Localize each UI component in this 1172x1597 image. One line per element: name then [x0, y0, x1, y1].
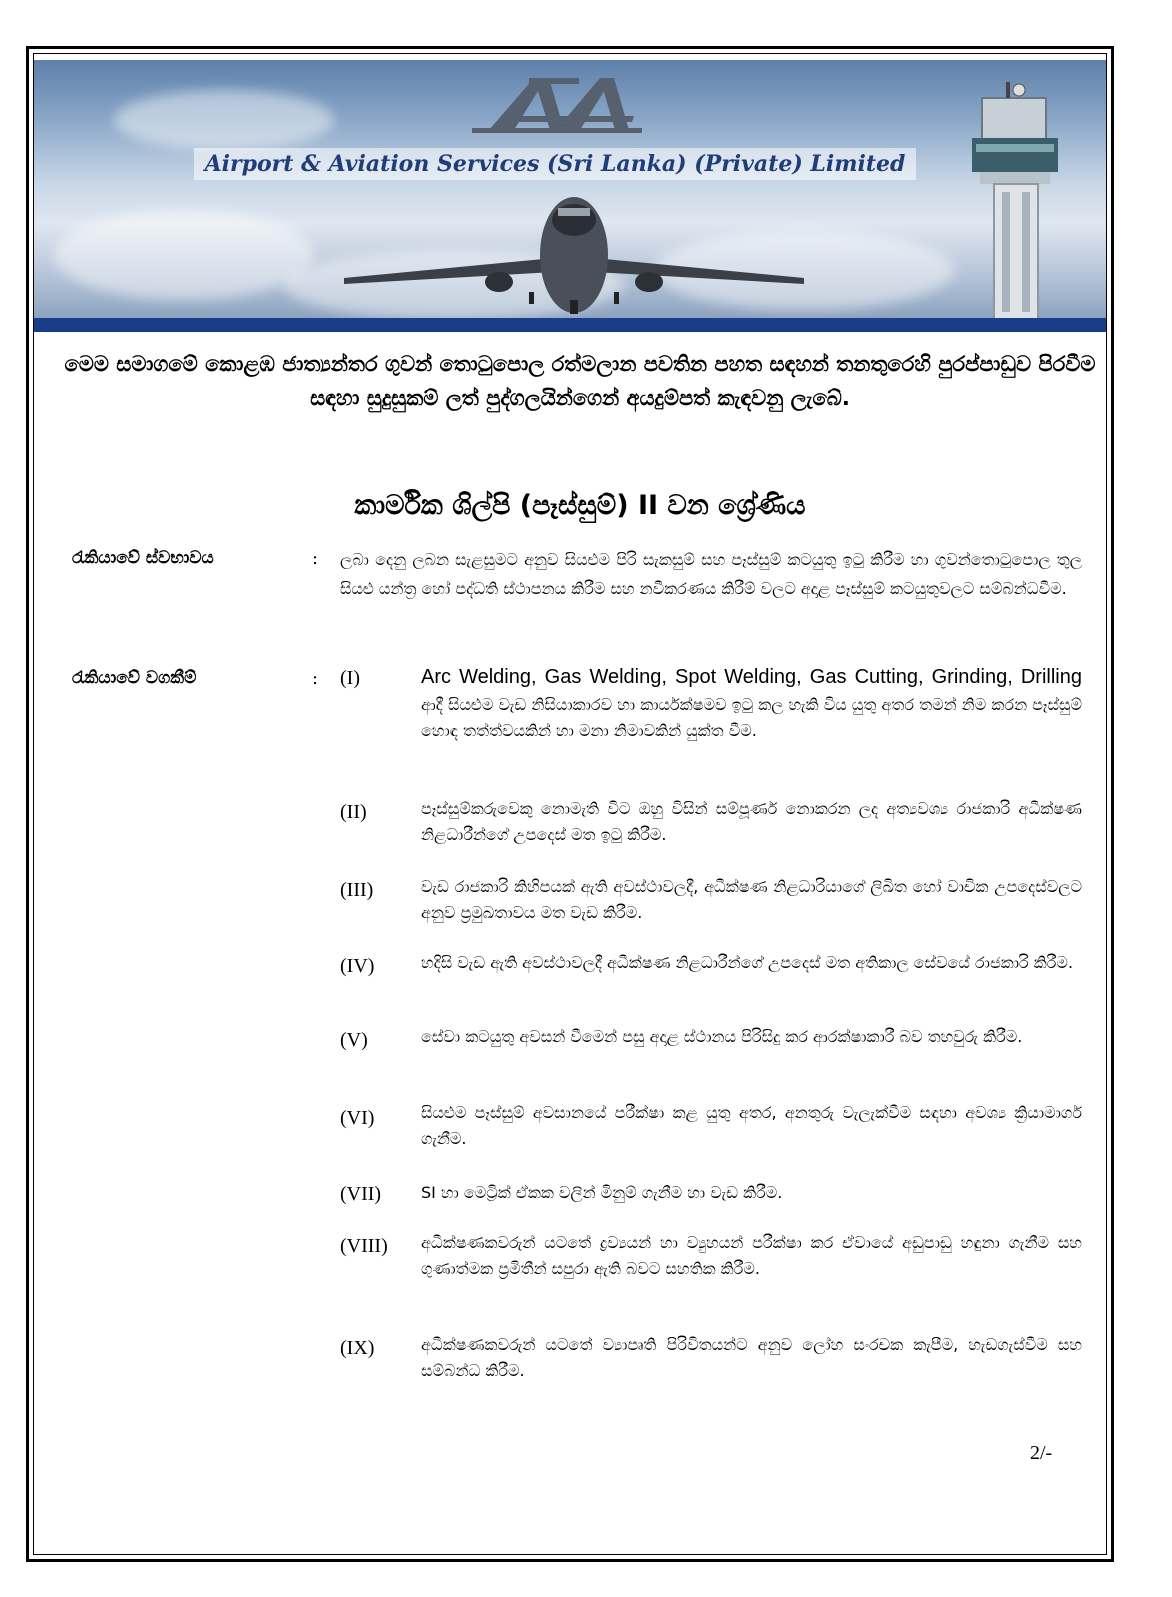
duty-text: හදිසි වැඩ ඇති අවස්ථාවලදී අධීක්ෂණ නිළධාරීන්ගේ උපදෙස් මත අතිකාල සේවයේ රාජකාරි කිරීම. [421, 953, 1074, 972]
duty-number: (I) [340, 667, 360, 689]
duty-text: අධීක්ෂණකවරුන් යටතේ ද්‍රව්‍යයන් හා ව්‍යුහයන් පරීක්ෂා කර ඒවායේ අඩුපාඩු හඳුනා ගැනීම සහ ගුණාත්මක ප්‍රමිතීන් සපුරා ඇති බවට සහතික කිරීම. [421, 1233, 1082, 1278]
duties-colon: : [312, 668, 319, 689]
duty-number: (III) [340, 879, 374, 901]
duty-number: (VII) [340, 1183, 382, 1205]
duty-text: වැඩ රාජකාරි කිහිපයක් ඇති අවස්ථාවලදී, අධීක්ෂණ නිළධාරියාගේ ලිඛිත හෝ වාචික උපදෙස්වලට අනුව ප්‍රමුඛතාවය මත වැඩ කිරීම. [421, 877, 1082, 922]
duty-number: (IV) [340, 955, 375, 977]
duty-text: අධීක්ෂණකවරුන් යටතේ ව්‍යාපෘති පිරිවිතයන්ට අනුව ලෝහ සංරචක කැපීම, හැඩගැස්වීම සහ සම්බන්ධ කිරීම. [421, 1335, 1082, 1380]
duty-number: (II) [340, 801, 367, 823]
duty-text-english: Arc Welding, Gas Welding, Spot Welding, Gas Cutting, Grinding, Drilling [421, 666, 1082, 688]
control-tower-image [972, 82, 1058, 319]
duty-number: (V) [340, 1029, 368, 1051]
duty-number: (VI) [340, 1107, 375, 1129]
page-number: 2/- [1030, 1442, 1053, 1464]
job-title: කාර්මික ශිල්පි (පෑස්සුම්) II වන ශ්‍රේණිය [354, 490, 806, 521]
intro-paragraph: මෙම සමාගමේ කොළඹ ජාත්‍යන්තර ගුවන් තොටුපොල රත්මලාන පවතින පහත සඳහන් තනතුරෙහි පුරප්පාඩුව පිරවීම සඳහා සුදුසුකම් ලත් පුද්ගලයින්ගෙන් අයදුම්පත් කැඳවනු ලැබේ. [64, 352, 1096, 410]
job-nature-colon: : [312, 548, 319, 569]
duty-text: සේවා කටයුතු අවසන් වීමෙන් පසු අදාළ ස්ථානය පිරිසිදු කර ආරක්ෂාකාරී බව තහවුරු කිරීම. [421, 1027, 1023, 1046]
duty-text [421, 662, 1082, 744]
duty-text: SI හා මෙට්‍රික් ඒකක වලින් මිනුම් ගැනීම හා වැඩ කිරීම. [421, 1183, 783, 1202]
duty-number: (IX) [340, 1337, 375, 1359]
banner-blue-bar [34, 318, 1106, 332]
duty-text-sinhala: ආදී සියළුම වැඩ නිසියාකාරව හා කාර්යක්ෂමව ඉටු කල හැකි විය යුතු අතර තමන් නිම කරන පෑස්සුම් හොඳ තත්ත්වයකින් හා මනා නිමාවකින් යුක්ත වීම. [421, 695, 1082, 740]
job-nature-label: රැකියාවේ ස්වභාවය [72, 548, 214, 568]
duty-text: පෑස්සුම්කරුවෙකු නොමැති විට ඔහු විසින් සම්පූර්ණ නොකරන ලද අත්‍යවශ්‍ය රාජකාරි අධීක්ෂණ නිළධාරීන්ගේ උපදෙස් මත ඉටු කිරීම. [421, 799, 1082, 844]
duty-text: සියළුම පෑස්සුම් අවසානයේ පරීක්ෂා කළ යුතු අතර, අනතුරු වැලැක්වීම සඳහා අවශ්‍ය ක්‍රියාමාර්ග ගැනීම. [421, 1103, 1082, 1148]
airplane-image [344, 197, 804, 314]
header-banner [34, 60, 1106, 332]
banner-graphics [34, 60, 1106, 332]
company-name: Airport & Aviation Services (Sri Lanka) (Private) Limited [194, 148, 916, 180]
job-nature-text: ලබා දෙනු ලබන සැළසුමට අනුව සියළුම පිරි සැකසුම් සහ පෑස්සුම් කටයුතු ඉටු කිරීම හා ගුවන්තොටුපොල තුල සියළු යන්ත්‍ර හෝ පද්ධති ස්ථාපනය කිරීම සහ නවීකරණය කිරීම් වලට අදාළ පෑස්සුම් කටයුතුවලට සම්බන්ධවීම. [340, 550, 1082, 598]
duties-label: රැකියාවේ වගකීම් [72, 668, 197, 688]
aasl-logo [472, 78, 642, 133]
duty-number: (VIII) [340, 1235, 388, 1257]
